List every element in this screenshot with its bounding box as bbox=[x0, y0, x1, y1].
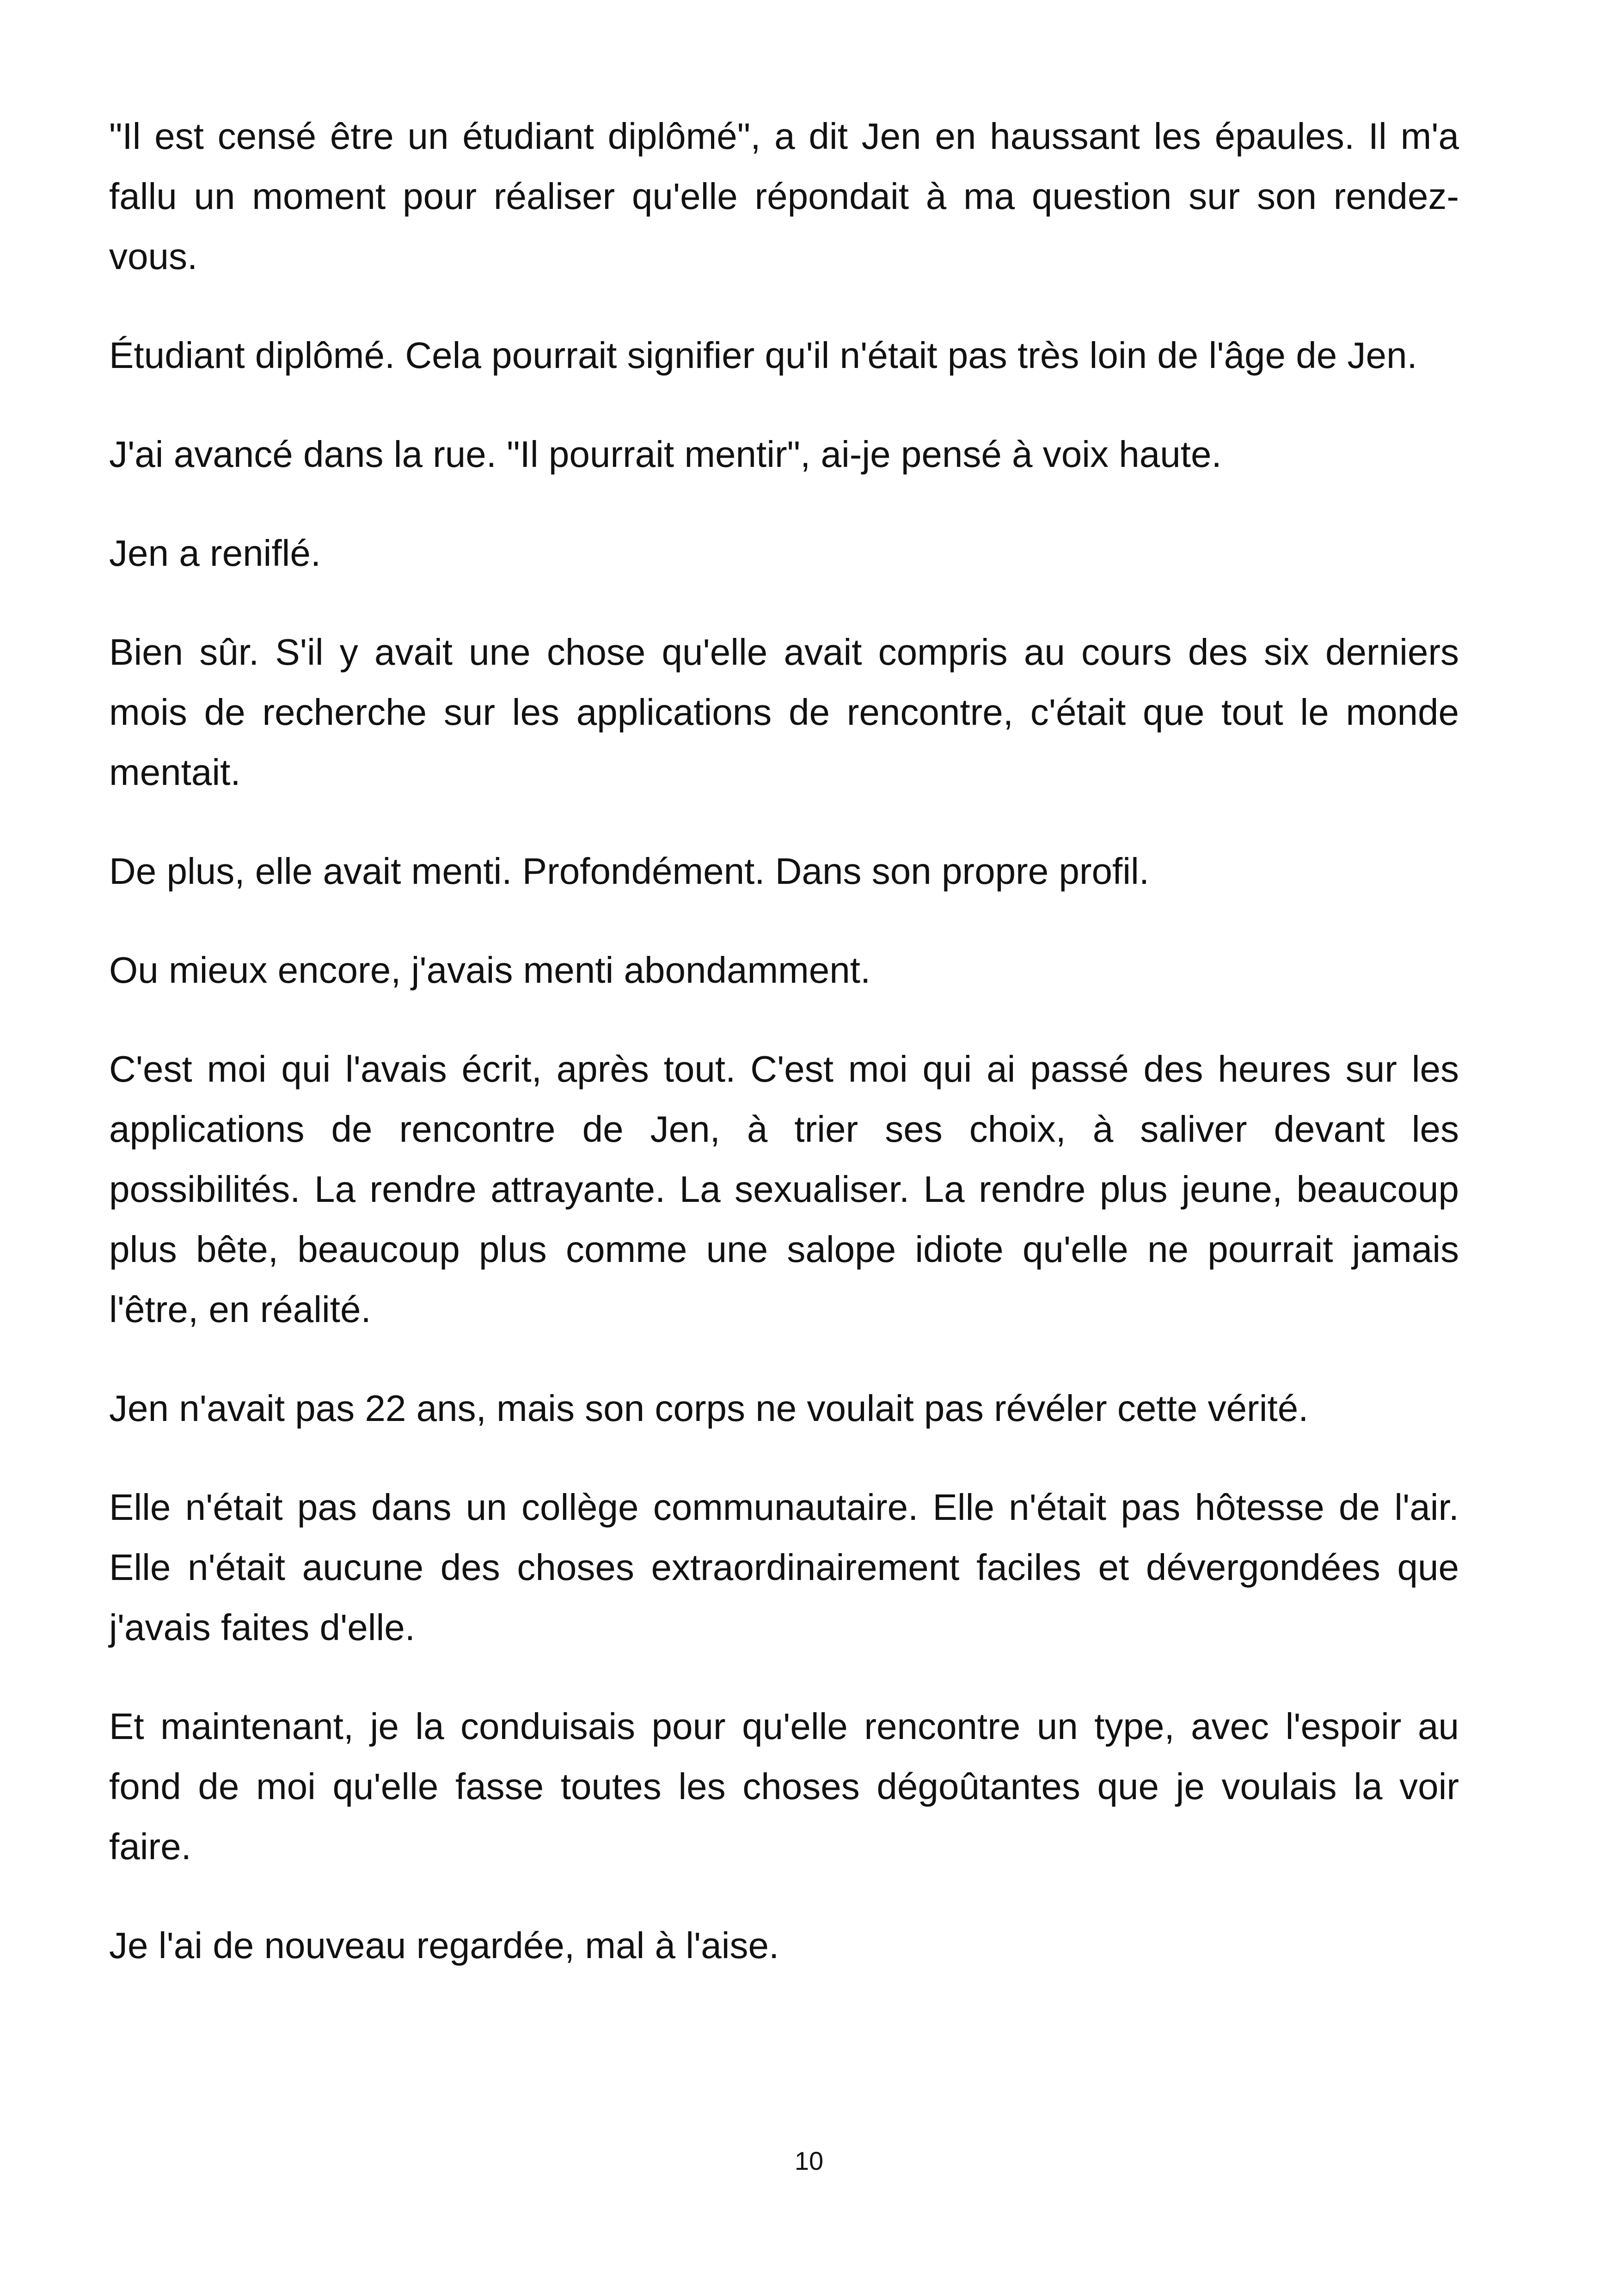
paragraph-9: Jen n'avait pas 22 ans, mais son corps ne voulait pas révéler cette vérité. bbox=[109, 1388, 1309, 1429]
paragraph-5: Bien sûr. S'il y avait une chose qu'elle avait compris au cours des six derniers mois de recherche sur les applications de rencontre, c'était que tout le monde mentait. bbox=[109, 631, 1459, 793]
paragraph-11: Et maintenant, je la conduisais pour qu'elle rencontre un type, avec l'espoir au fond de moi qu'elle fasse toutes les choses dégoûtantes que je voulais la voir faire. bbox=[109, 1706, 1459, 1867]
paragraph-4: Jen a reniflé. bbox=[109, 533, 321, 574]
paragraph-12: Je l'ai de nouveau regardée, mal à l'aise. bbox=[109, 1925, 779, 1966]
paragraph-7: Ou mieux encore, j'avais menti abondamment. bbox=[109, 949, 871, 991]
paragraph-6: De plus, elle avait menti. Profondément. Dans son propre profil. bbox=[109, 851, 1150, 892]
paragraph-1: "Il est censé être un étudiant diplômé", a dit Jen en haussant les épaules. Il m'a fallu un moment pour réaliser qu'elle répondait à ma question sur son rendez-vous. bbox=[109, 116, 1459, 277]
paragraph-2: Étudiant diplômé. Cela pourrait signifier qu'il n'était pas très loin de l'âge de Jen. bbox=[109, 335, 1417, 376]
paragraph-3: J'ai avancé dans la rue. "Il pourrait mentir", ai-je pensé à voix haute. bbox=[109, 434, 1222, 475]
page-number: 10 bbox=[794, 2146, 824, 2175]
paragraph-8: C'est moi qui l'avais écrit, après tout. C'est moi qui ai passé des heures sur les applications de rencontre de Jen, à trier ses choix, à saliver devant les possibilités. La rendre attrayante. La sexualiser. La rendre plus jeune, beaucoup plus bête, beaucoup plus comme une salope idiote qu'elle ne pourrait jamais l'être, en réalité. bbox=[109, 1048, 1459, 1330]
paragraph-10: Elle n'était pas dans un collège communautaire. Elle n'était pas hôtesse de l'air. Elle n'était aucune des choses extraordinairement faciles et dévergondées que j'avais faites d'elle. bbox=[109, 1487, 1459, 1648]
body-text bbox=[109, 106, 1459, 2014]
